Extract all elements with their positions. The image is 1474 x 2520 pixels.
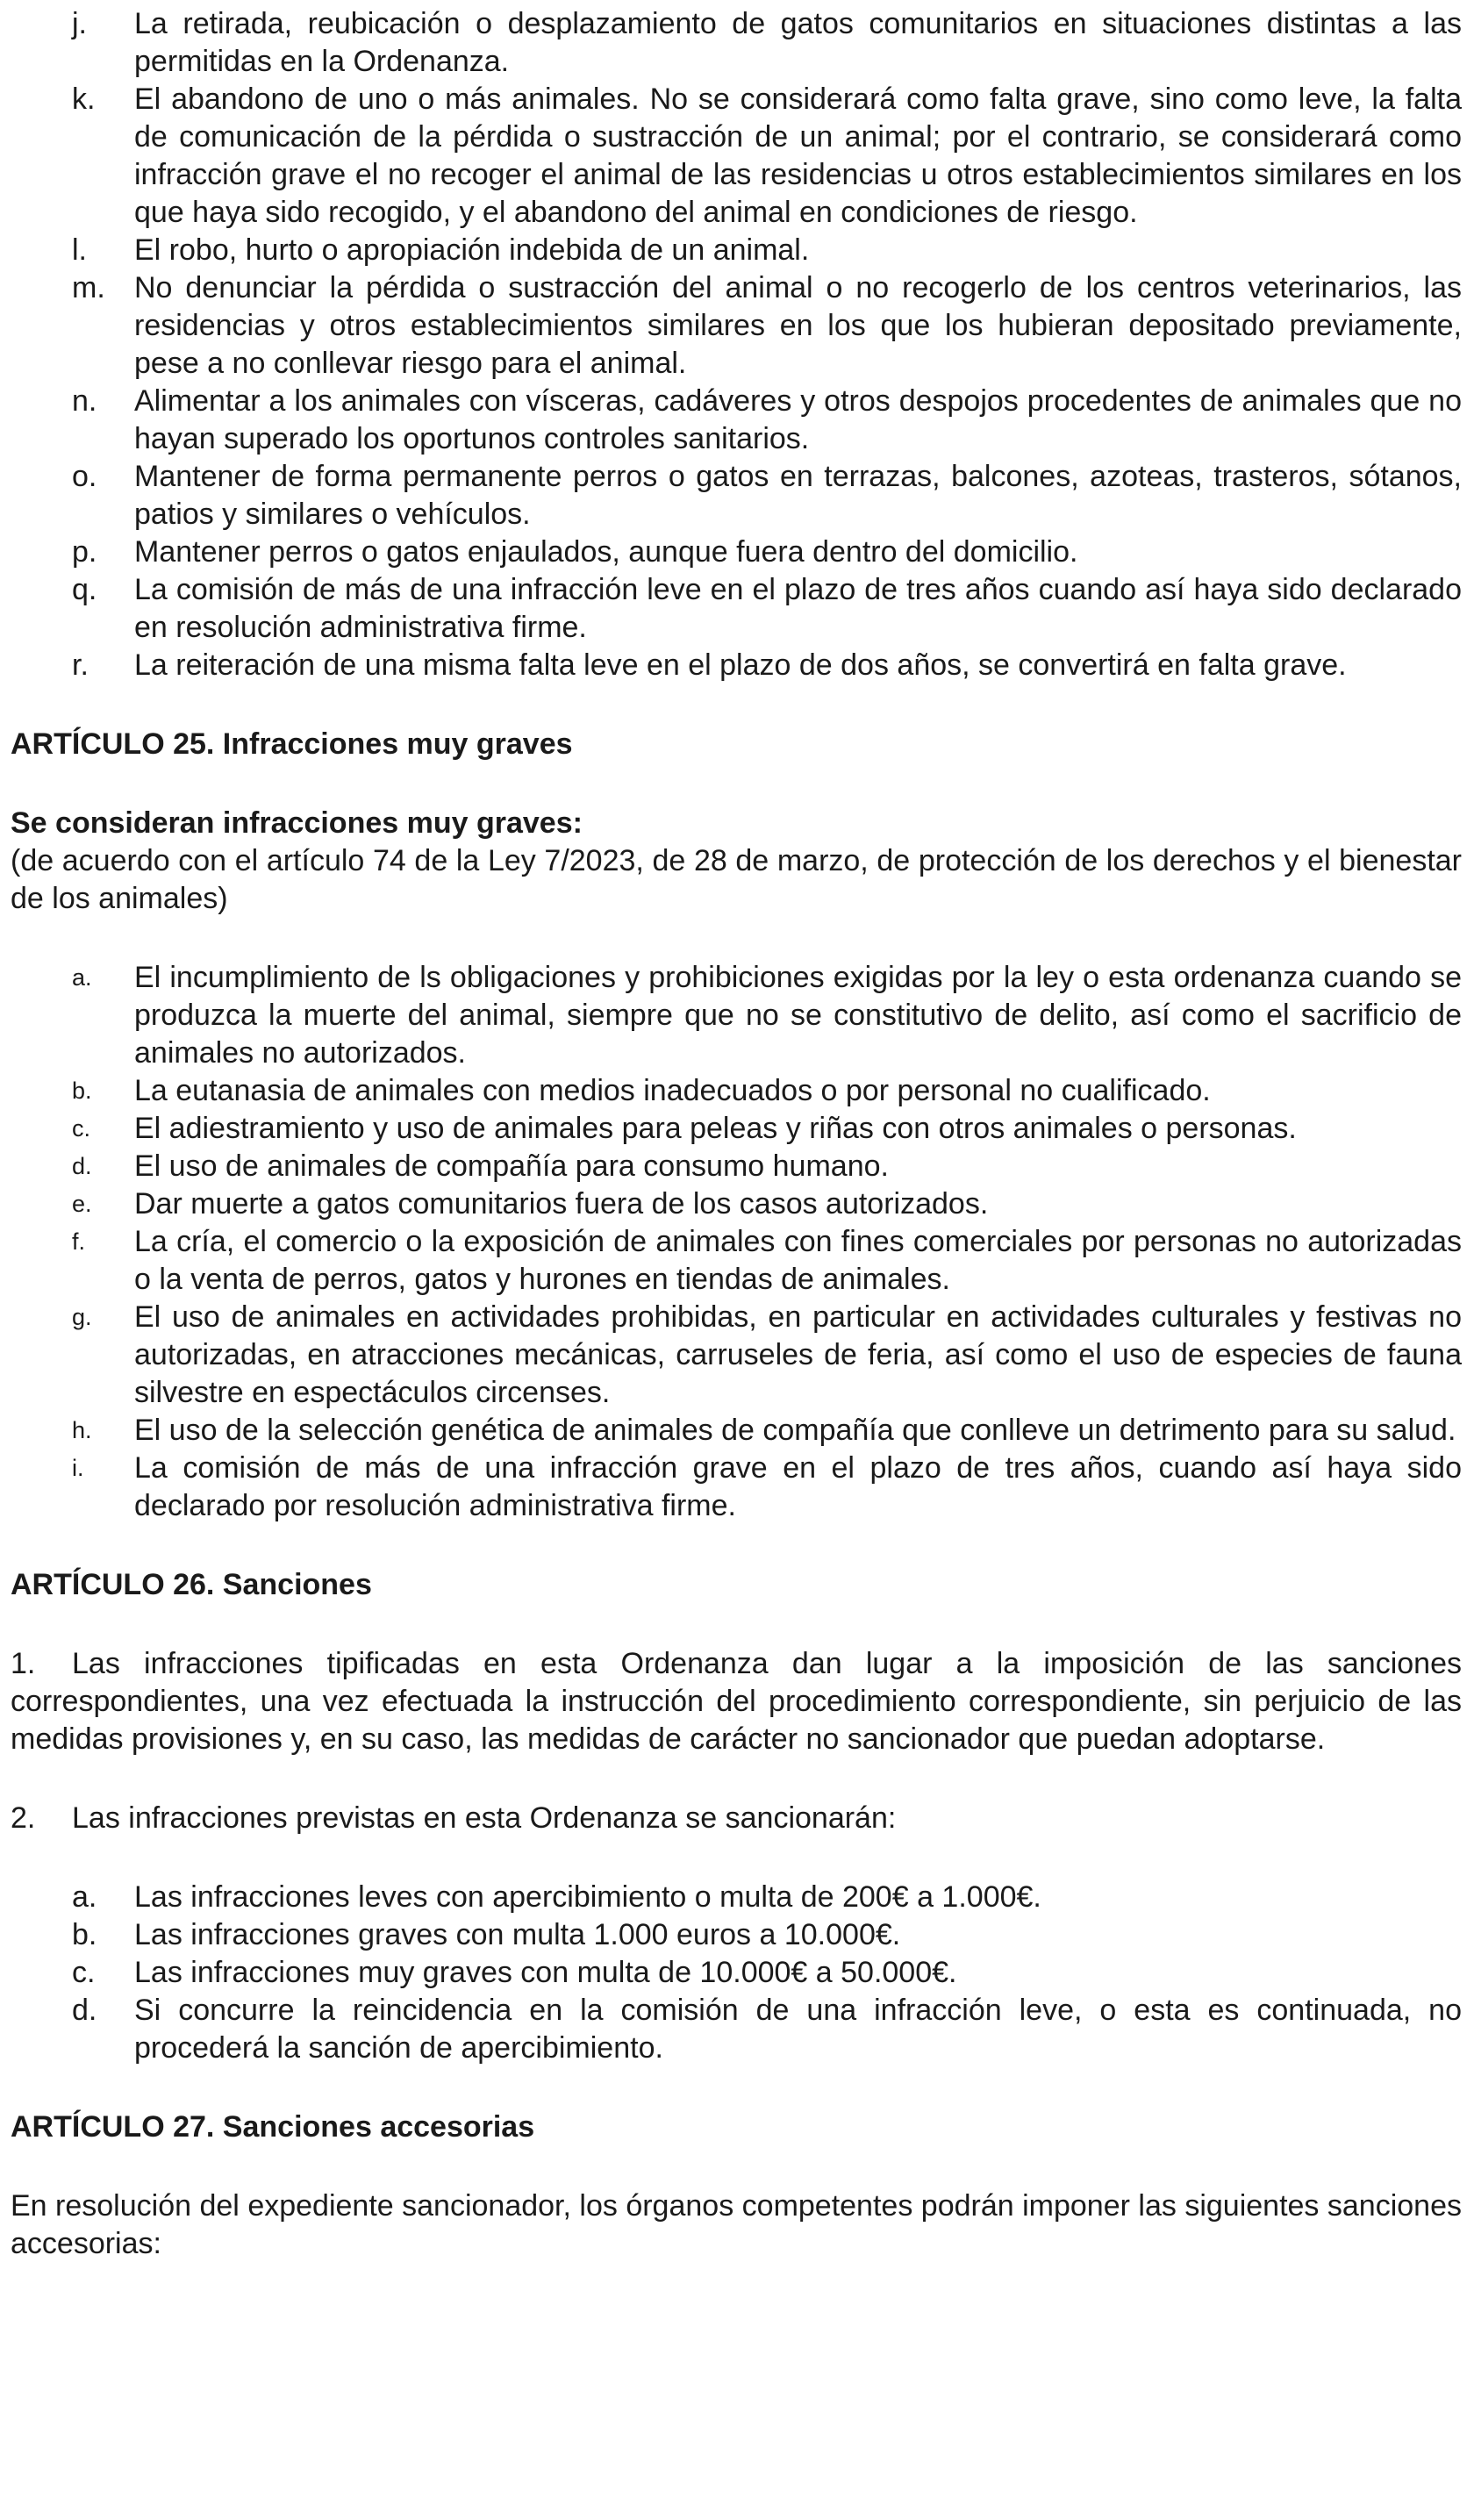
spacer	[11, 918, 1462, 959]
list-marker: a.	[72, 964, 92, 991]
list-item	[11, 533, 1462, 571]
list-item-text: La comisión de más de una infracción leve en el plazo de tres años cuando así haya sido declarado en resolución administrativa firme.	[134, 573, 1462, 644]
grave-infractions-list	[11, 5, 1462, 684]
list-item	[11, 1185, 1462, 1223]
list-item-text: El uso de la selección genética de animales de compañía que conlleve un detrimento para su salud.	[134, 1414, 1456, 1447]
list-marker: k.	[72, 82, 96, 116]
list-marker: p.	[72, 535, 97, 569]
paragraph-number: 2.	[11, 1801, 36, 1835]
list-item	[11, 1299, 1462, 1412]
list-item	[11, 1916, 1462, 1954]
list-marker: r.	[72, 648, 89, 682]
list-item-text: El abandono de uno o más animales. No se considerará como falta grave, sino como leve, la falta de comunicación de la pérdida o sustracción de un animal; por el contrario, se considerará como infracción grave el no recoger el animal de las residencias u otros establecimientos similares en los que haya sido recogido, y el abandono del animal en condiciones de riesgo.	[134, 82, 1462, 229]
list-item-text: La cría, el comercio o la exposición de animales con fines comerciales por personas no autorizadas o la venta de perros, gatos y hurones en tiendas de animales.	[134, 1225, 1462, 1296]
list-marker: e.	[72, 1191, 92, 1217]
list-marker: m.	[72, 271, 105, 304]
list-item	[11, 647, 1462, 684]
list-item	[11, 383, 1462, 458]
list-item-text: La reiteración de una misma falta leve en el plazo de dos años, se convertirá en falta grave.	[134, 648, 1347, 682]
spacer	[11, 1758, 1462, 1800]
paragraph-text: Las infracciones tipificadas en esta Ordenanza dan lugar a la imposición de las sanciones correspondientes, una vez efectuada la instrucción del procedimiento correspondiente, sin perjuicio de las medidas provisiones y, en su caso, las medidas de carácter no sancionador que puedan adoptarse.	[11, 1647, 1462, 1756]
article-25-intro: (de acuerdo con el artículo 74 de la Ley 7/2023, de 28 de marzo, de protección de los derechos y el bienestar de los animales)	[11, 844, 1462, 915]
list-marker: b.	[72, 1077, 92, 1104]
list-item	[11, 1148, 1462, 1185]
article-27-text: En resolución del expediente sancionador, los órganos competentes podrán imponer las siguientes sanciones accesorias:	[11, 2189, 1462, 2260]
spacer	[11, 1837, 1462, 1879]
list-item-text: La retirada, reubicación o desplazamiento de gatos comunitarios en situaciones distintas a las permitidas en la Ordenanza.	[134, 7, 1462, 78]
list-item	[11, 1450, 1462, 1525]
list-item-text: El uso de animales en actividades prohibidas, en particular en actividades culturales y festivas no autorizadas, en atracciones mecánicas, carruseles de feria, así como el uso de especies de fauna silvestre en espectáculos circenses.	[134, 1300, 1462, 1409]
list-item	[11, 959, 1462, 1072]
article-26-heading: ARTÍCULO 26. Sanciones	[11, 1568, 372, 1601]
list-item	[11, 269, 1462, 383]
list-item-text: No denunciar la pérdida o sustracción del animal o no recogerlo de los centros veterinarios, las residencias y otros establecimientos similares en los que los hubieran depositado previamente, pese a no conllevar riesgo para el animal.	[134, 271, 1462, 380]
article-26-paragraph-2	[11, 1800, 1462, 1837]
list-item-text: La eutanasia de animales con medios inadecuados o por personal no cualificado.	[134, 1074, 1211, 1107]
list-marker: g.	[72, 1304, 92, 1330]
list-marker: o.	[72, 460, 97, 493]
list-item	[11, 1223, 1462, 1299]
list-item	[11, 458, 1462, 533]
list-item-text: Dar muerte a gatos comunitarios fuera de los casos autorizados.	[134, 1187, 989, 1221]
article-25-heading: ARTÍCULO 25. Infracciones muy graves	[11, 727, 573, 761]
list-item-text: El incumplimiento de ls obligaciones y prohibiciones exigidas por la ley o esta ordenanza cuando se produzca la muerte del animal, siempre que no se constitutivo de delito, así como el sacrificio de animales no autorizados.	[134, 961, 1462, 1070]
very-grave-infractions-list	[11, 959, 1462, 1525]
list-marker: i.	[72, 1455, 84, 1481]
list-marker: d.	[72, 1153, 92, 1179]
list-item-text: El uso de animales de compañía para consumo humano.	[134, 1149, 889, 1183]
article-25-subheading: Se consideran infracciones muy graves:	[11, 806, 583, 840]
list-item-text: La comisión de más de una infracción grave en el plazo de tres años, cuando así haya sido declarado por resolución administrativa firme.	[134, 1451, 1462, 1522]
list-item	[11, 1072, 1462, 1110]
list-marker: c.	[72, 1956, 96, 1989]
list-item	[11, 1954, 1462, 1992]
paragraph-number: 1.	[11, 1647, 36, 1680]
list-item-text: Las infracciones leves con apercibimiento o multa de 200€ a 1.000€.	[134, 1880, 1041, 1914]
list-marker: l.	[72, 233, 87, 267]
list-marker: a.	[72, 1880, 97, 1914]
list-item	[11, 232, 1462, 269]
list-marker: n.	[72, 384, 97, 418]
article-27-heading: ARTÍCULO 27. Sanciones accesorias	[11, 2110, 535, 2144]
list-item	[11, 5, 1462, 81]
list-marker: d.	[72, 1994, 97, 2027]
list-marker: f.	[72, 1228, 86, 1255]
spacer	[11, 684, 1462, 726]
spacer	[11, 2067, 1462, 2108]
list-item	[11, 81, 1462, 232]
list-item-text: Mantener de forma permanente perros o gatos en terrazas, balcones, azoteas, trasteros, sótanos, patios y similares o vehículos.	[134, 460, 1462, 531]
spacer	[11, 1525, 1462, 1566]
list-item-text: Si concurre la reincidencia en la comisión de una infracción leve, o esta es continuada, no procederá la sanción de apercibimiento.	[134, 1994, 1462, 2065]
list-item	[11, 1412, 1462, 1450]
spacer	[11, 1604, 1462, 1645]
list-item-text: Mantener perros o gatos enjaulados, aunque fuera dentro del domicilio.	[134, 535, 1078, 569]
list-item-text: Las infracciones graves con multa 1.000 euros a 10.000€.	[134, 1918, 901, 1951]
list-item-text: El adiestramiento y uso de animales para peleas y riñas con otros animales o personas.	[134, 1112, 1297, 1145]
paragraph-text: Las infracciones previstas en esta Ordenanza se sancionarán:	[72, 1801, 897, 1835]
list-marker: j.	[72, 7, 87, 40]
list-item	[11, 1879, 1462, 1916]
list-marker: c.	[72, 1115, 91, 1142]
list-item	[11, 1992, 1462, 2067]
list-marker: b.	[72, 1918, 97, 1951]
list-item	[11, 571, 1462, 647]
list-marker: h.	[72, 1417, 92, 1443]
list-item	[11, 1110, 1462, 1148]
sanctions-list	[11, 1879, 1462, 2067]
spacer	[11, 763, 1462, 805]
article-26-paragraph-1	[11, 1645, 1462, 1758]
list-marker: q.	[72, 573, 97, 606]
spacer	[11, 2146, 1462, 2187]
list-item-text: El robo, hurto o apropiación indebida de un animal.	[134, 233, 810, 267]
list-item-text: Alimentar a los animales con vísceras, cadáveres y otros despojos procedentes de animales que no hayan superado los oportunos controles sanitarios.	[134, 384, 1462, 455]
list-item-text: Las infracciones muy graves con multa de 10.000€ a 50.000€.	[134, 1956, 957, 1989]
